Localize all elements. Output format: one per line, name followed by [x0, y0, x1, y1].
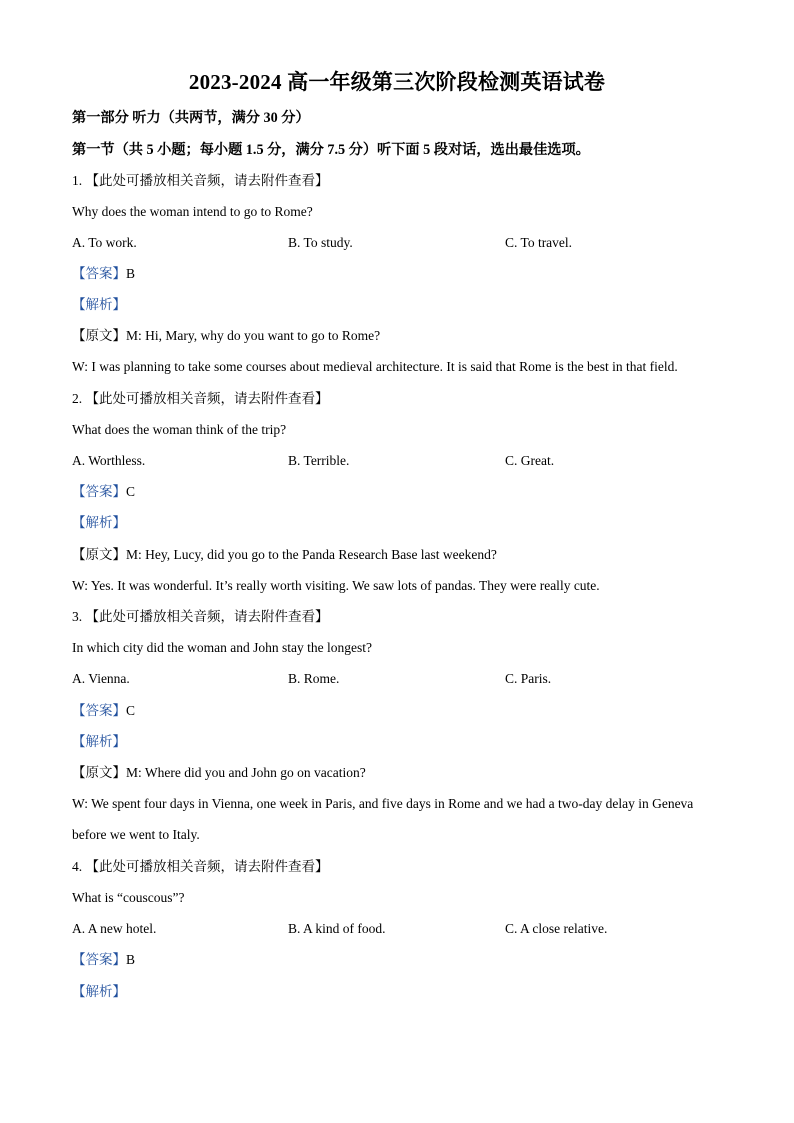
question-2-option-b: B. Terrible. [288, 453, 350, 468]
answer-value: C [126, 484, 136, 499]
question-3-transcript-m [72, 763, 366, 783]
question-2-transcript-m [72, 545, 497, 565]
question-4-analysis [72, 982, 126, 1002]
question-4-number-line: 4. 【此处可播放相关音频，请去附件查看】 [72, 859, 329, 874]
question-4-answer [72, 950, 135, 970]
question-2-option-c: C. Great. [505, 453, 555, 468]
analysis-tag: 【解析】 [72, 297, 126, 312]
question-2-option-a: A. Worthless. [72, 453, 146, 468]
question-3-transcript-w-cont: before we went to Italy. [72, 827, 200, 842]
question-1-option-a: A. To work. [72, 235, 137, 250]
question-4-text: What is “couscous”? [72, 890, 185, 905]
question-3-answer [72, 701, 135, 721]
question-2-analysis [72, 513, 126, 533]
answer-tag: 【答案】 [72, 266, 126, 281]
question-3-analysis [72, 732, 126, 752]
transcript-m-text: M: Hi, Mary, why do you want to go to Rome? [126, 328, 381, 343]
answer-tag: 【答案】 [72, 484, 126, 499]
question-1-text: Why does the woman intend to go to Rome? [72, 204, 313, 219]
analysis-tag: 【解析】 [72, 734, 126, 749]
answer-value: B [126, 266, 136, 281]
document-title: 2023-2024 高一年级第三次阶段检测英语试卷 [188, 70, 606, 94]
question-1-transcript-w: W: I was planning to take some courses about medieval architecture. It is said that Rome is the best in that field. [72, 359, 678, 374]
question-3-option-b: B. Rome. [288, 671, 340, 686]
question-3-option-a: A. Vienna. [72, 671, 130, 686]
transcript-m-text: M: Hey, Lucy, did you go to the Panda Research Base last weekend? [126, 547, 497, 562]
answer-tag: 【答案】 [72, 952, 126, 967]
answer-value: B [126, 952, 136, 967]
question-2-answer [72, 482, 135, 502]
transcript-m-text: M: Where did you and John go on vacation? [126, 765, 366, 780]
question-3-option-c: C. Paris. [505, 671, 552, 686]
question-1-number-line: 1. 【此处可播放相关音频，请去附件查看】 [72, 173, 329, 188]
question-3-text: In which city did the woman and John stay the longest? [72, 640, 372, 655]
question-4-option-a: A. A new hotel. [72, 921, 157, 936]
question-2-number-line: 2. 【此处可播放相关音频，请去附件查看】 [72, 391, 329, 406]
transcript-tag: 【原文】 [72, 547, 126, 562]
question-4-option-c: C. A close relative. [505, 921, 608, 936]
transcript-tag: 【原文】 [72, 328, 126, 343]
question-1-option-c: C. To travel. [505, 235, 573, 250]
question-2-text: What does the woman think of the trip? [72, 422, 287, 437]
answer-tag: 【答案】 [72, 703, 126, 718]
section-heading: 第一节（共 5 小题；每小题 1.5 分，满分 7.5 分）听下面 5 段对话，选出最佳选项。 [72, 142, 590, 158]
question-1-option-b: B. To study. [288, 235, 353, 250]
transcript-tag: 【原文】 [72, 765, 126, 780]
part-heading: 第一部分 听力（共两节，满分 30 分） [72, 110, 310, 126]
analysis-tag: 【解析】 [72, 984, 126, 999]
question-4-option-b: B. A kind of food. [288, 921, 386, 936]
question-1-analysis [72, 295, 126, 315]
question-3-number-line: 3. 【此处可播放相关音频，请去附件查看】 [72, 609, 329, 624]
question-1-transcript-m [72, 326, 380, 346]
question-2-transcript-w: W: Yes. It was wonderful. It’s really worth visiting. We saw lots of pandas. They were really cute. [72, 578, 600, 593]
question-1-answer [72, 264, 135, 284]
question-3-transcript-w: W: We spent four days in Vienna, one week in Paris, and five days in Rome and we had a two-day delay in Geneva [72, 796, 694, 811]
analysis-tag: 【解析】 [72, 515, 126, 530]
answer-value: C [126, 703, 136, 718]
